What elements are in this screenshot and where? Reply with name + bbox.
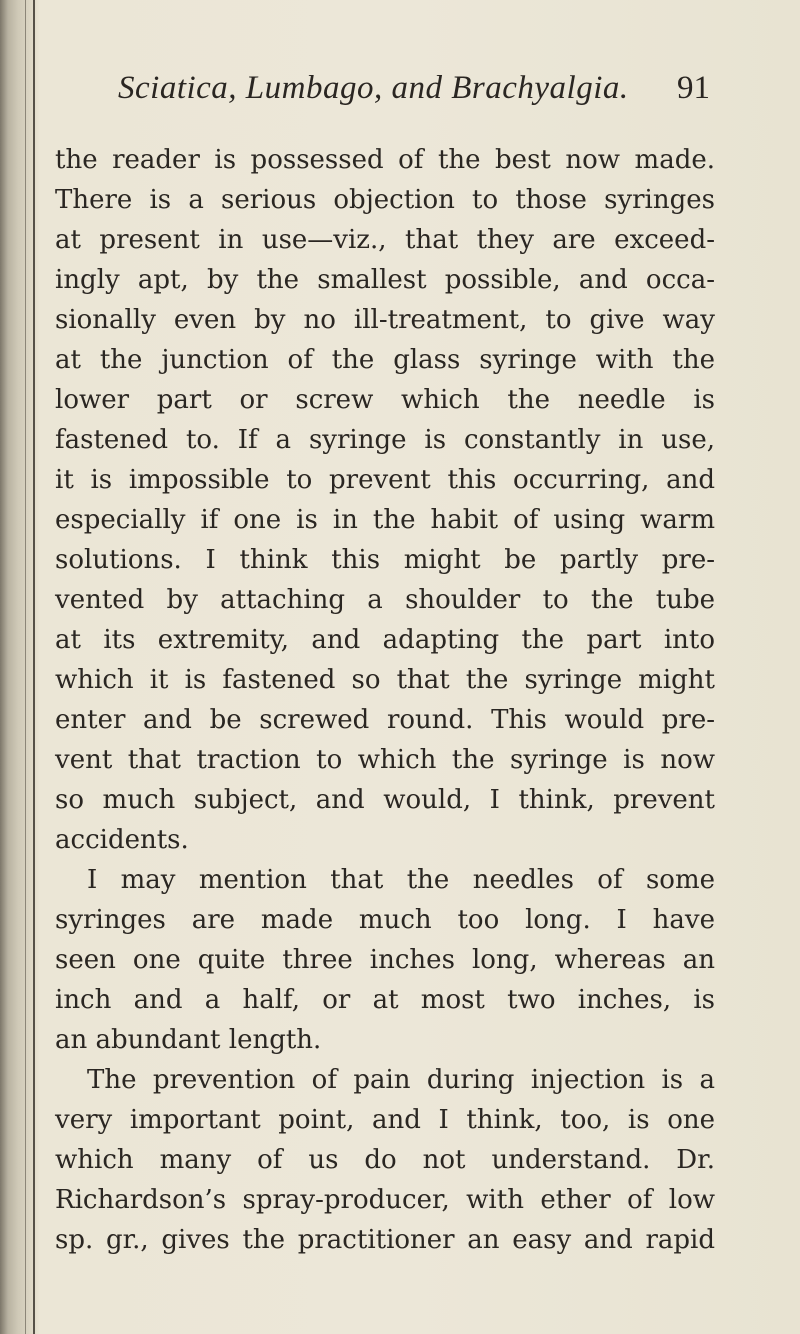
binding-edge-line: [25, 0, 26, 1334]
paragraph-first-line: I may mention that the needles of some: [87, 865, 715, 895]
text-line: at present in use—viz., that they are exceed-: [55, 225, 715, 255]
body-text: [55, 140, 715, 1260]
binding-edge-line: [33, 0, 35, 1334]
text-line: so much subject, and would, I think, prevent: [55, 785, 715, 815]
text-line: vented by attaching a shoulder to the tube: [55, 585, 715, 615]
text-line: vent that traction to which the syringe is now: [55, 745, 715, 775]
running-title: Sciatica, Lumbago, and Brachyalgia.: [118, 70, 629, 106]
text-line: inch and a half, or at most two inches, is: [55, 985, 715, 1015]
text-line: solutions. I think this might be partly pre-: [55, 545, 715, 575]
text-line: sionally even by no ill-treatment, to give way: [55, 305, 715, 335]
text-line: an abundant length.: [55, 1025, 322, 1055]
paragraph-first-line: The prevention of pain during injection is a: [87, 1065, 715, 1095]
page-number: 91: [677, 70, 710, 106]
text-line: syringes are made much too long. I have: [55, 905, 715, 935]
text-line: at its extremity, and adapting the part into: [55, 625, 715, 655]
text-line: sp. gr., gives the practitioner an easy and rapid: [55, 1225, 715, 1255]
text-line: Richardson’s spray-producer, with ether of low: [55, 1185, 715, 1215]
text-line: There is a serious objection to those syringes: [55, 185, 715, 215]
text-line: seen one quite three inches long, whereas an: [55, 945, 715, 975]
text-line: it is impossible to prevent this occurring, and: [55, 465, 715, 495]
text-line: very important point, and I think, too, is one: [55, 1105, 715, 1135]
text-line: fastened to. If a syringe is constantly in use,: [55, 425, 715, 455]
text-line: the reader is possessed of the best now made.: [55, 145, 715, 175]
page-header: [118, 70, 710, 118]
text-line: especially if one is in the habit of using warm: [55, 505, 715, 535]
text-line: lower part or screw which the needle is: [55, 385, 715, 415]
text-line: which it is fastened so that the syringe might: [55, 665, 715, 695]
text-line: enter and be screwed round. This would pre-: [55, 705, 715, 735]
text-line: ingly apt, by the smallest possible, and occa-: [55, 265, 715, 295]
text-line: at the junction of the glass syringe with the: [55, 345, 715, 375]
text-line: which many of us do not understand. Dr.: [55, 1145, 715, 1175]
text-line: accidents.: [55, 825, 189, 855]
